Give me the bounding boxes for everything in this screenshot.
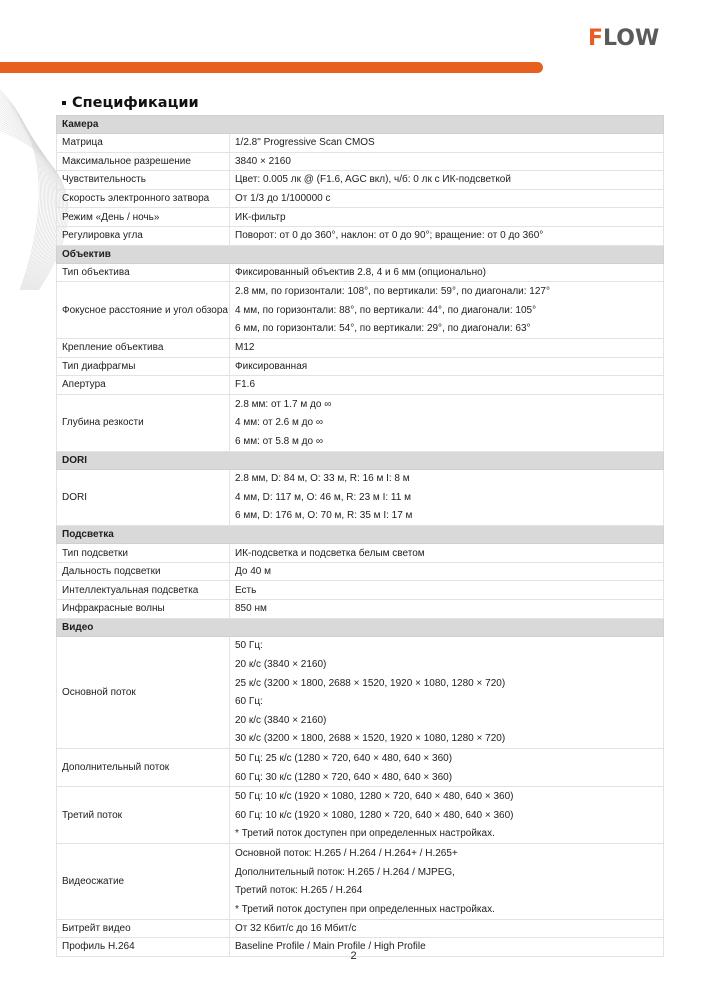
- spec-value: 2.8 мм, по горизонтали: 108°, по вертикали: 59°, по диагонали: 127°: [235, 285, 550, 297]
- spec-value: От 1/3 до 1/100000 с: [235, 193, 331, 205]
- spec-value: Поворот: от 0 до 360°, наклон: от 0 до 90°; вращение: от 0 до 360°: [235, 230, 544, 242]
- spec-value-cell: [230, 787, 664, 844]
- spec-label: Тип объектива: [57, 263, 230, 282]
- group-header: DORI: [57, 451, 664, 469]
- spec-row: [57, 134, 664, 153]
- spec-label: Максимальное разрешение: [57, 152, 230, 171]
- spec-label: Основной поток: [57, 636, 230, 749]
- spec-label: Фокусное расстояние и угол обзора: [57, 282, 230, 339]
- group-header-row: [57, 116, 664, 134]
- spec-value: 2.8 мм: от 1.7 м до ∞: [235, 398, 332, 410]
- spec-row: [57, 394, 664, 451]
- group-header-row: [57, 526, 664, 544]
- spec-value-cell: [230, 562, 664, 581]
- spec-label: Интеллектуальная подсветка: [57, 581, 230, 600]
- spec-value: 2.8 мм, D: 84 м, O: 33 м, R: 16 м I: 8 м: [235, 473, 410, 485]
- spec-label: DORI: [57, 469, 230, 526]
- spec-label: Битрейт видео: [57, 919, 230, 938]
- spec-value: M12: [235, 342, 255, 354]
- spec-label: Профиль H.264: [57, 938, 230, 957]
- page-number: 2: [350, 950, 357, 962]
- spec-value: 6 мм, по горизонтали: 54°, по вертикали: 29°, по диагонали: 63°: [235, 323, 531, 335]
- spec-value: До 40 м: [235, 566, 272, 578]
- spec-label: Третий поток: [57, 787, 230, 844]
- spec-row: [57, 376, 664, 395]
- group-header: Видео: [57, 618, 664, 636]
- spec-value-cell: [230, 376, 664, 395]
- spec-value: От 32 Кбит/с до 16 Мбит/с: [235, 922, 357, 934]
- group-header-row: [57, 618, 664, 636]
- logo-accent: F: [588, 25, 604, 51]
- spec-value: 60 Гц: 10 к/с (1920 × 1080, 1280 × 720, 640 × 480, 640 × 360): [235, 809, 514, 821]
- spec-label: Тип подсветки: [57, 544, 230, 563]
- spec-value: 1/2.8" Progressive Scan CMOS: [235, 137, 375, 149]
- spec-value: Дополнительный поток: H.265 / H.264 / MJPEG,: [235, 866, 455, 878]
- spec-row: [57, 357, 664, 376]
- spec-value-cell: [230, 581, 664, 600]
- spec-row: [57, 581, 664, 600]
- logo-text: LOW: [603, 25, 660, 51]
- spec-label: Крепление объектива: [57, 338, 230, 357]
- spec-label: Скорость электронного затвора: [57, 189, 230, 208]
- group-header-row: [57, 451, 664, 469]
- spec-value: 4 мм, по горизонтали: 88°, по вертикали: 44°, по диагонали: 105°: [235, 304, 537, 316]
- spec-row: [57, 919, 664, 938]
- spec-row: [57, 562, 664, 581]
- spec-value: 50 Гц: 25 к/с (1280 × 720, 640 × 480, 640 × 360): [235, 753, 453, 765]
- spec-label: Регулировка угла: [57, 226, 230, 245]
- spec-row: [57, 787, 664, 844]
- group-header-row: [57, 245, 664, 263]
- spec-row: [57, 282, 664, 339]
- spec-row: [57, 189, 664, 208]
- spec-row: [57, 338, 664, 357]
- spec-value-cell: [230, 338, 664, 357]
- spec-row: [57, 600, 664, 619]
- spec-value-cell: [230, 226, 664, 245]
- spec-value-cell: [230, 282, 664, 339]
- spec-value: 50 Гц:: [235, 640, 263, 652]
- spec-value: 20 к/с (3840 × 2160): [235, 659, 327, 671]
- spec-row: [57, 544, 664, 563]
- spec-value: ИК-подсветка и подсветка белым светом: [235, 547, 425, 559]
- spec-label: Видеосжатие: [57, 844, 230, 919]
- spec-value-cell: [230, 749, 664, 787]
- spec-value-cell: [230, 208, 664, 227]
- section-title: [62, 95, 199, 111]
- spec-label: Апертура: [57, 376, 230, 395]
- spec-value: Есть: [235, 584, 257, 596]
- group-header: Подсветка: [57, 526, 664, 544]
- spec-value: Baseline Profile / Main Profile / High Profile: [235, 941, 426, 953]
- spec-value: 3840 × 2160: [235, 155, 291, 167]
- spec-value-cell: [230, 469, 664, 526]
- brand-logo: [588, 26, 659, 50]
- spec-value: 850 нм: [235, 603, 267, 615]
- spec-value: ИК-фильтр: [235, 211, 286, 223]
- spec-value: * Третий поток доступен при определенных настройках.: [235, 903, 495, 915]
- spec-value-cell: [230, 171, 664, 190]
- spec-label: Глубина резкости: [57, 394, 230, 451]
- spec-value-cell: [230, 263, 664, 282]
- spec-value: 4 мм, D: 117 м, O: 46 м, R: 23 м I: 11 м: [235, 491, 411, 503]
- spec-value-cell: [230, 357, 664, 376]
- spec-value: 50 Гц: 10 к/с (1920 × 1080, 1280 × 720, 640 × 480, 640 × 360): [235, 791, 514, 803]
- spec-label: Чувствительность: [57, 171, 230, 190]
- spec-value: Третий поток: H.265 / H.264: [235, 885, 363, 897]
- spec-value: 6 мм: от 5.8 м до ∞: [235, 435, 323, 447]
- spec-label: Режим «День / ночь»: [57, 208, 230, 227]
- spec-value: 60 Гц: 30 к/с (1280 × 720, 640 × 480, 640 × 360): [235, 771, 453, 783]
- spec-value-cell: [230, 844, 664, 919]
- spec-value-cell: [230, 544, 664, 563]
- spec-row: [57, 171, 664, 190]
- deco-line: [0, 111, 58, 290]
- spec-label: Дальность подсветки: [57, 562, 230, 581]
- spec-value-cell: [230, 919, 664, 938]
- deco-line: [0, 113, 60, 290]
- spec-label: Дополнительный поток: [57, 749, 230, 787]
- spec-value: F1.6: [235, 379, 256, 391]
- spec-value: 4 мм: от 2.6 м до ∞: [235, 417, 323, 429]
- spec-row: [57, 208, 664, 227]
- spec-table: [56, 115, 664, 957]
- spec-value-cell: [230, 394, 664, 451]
- bullet-icon: [62, 101, 66, 105]
- spec-value: 25 к/с (3200 × 1800, 2688 × 1520, 1920 × 1080, 1280 × 720): [235, 677, 506, 689]
- spec-value-cell: [230, 134, 664, 153]
- header-accent-bar: [0, 62, 543, 73]
- spec-row: [57, 749, 664, 787]
- spec-value: 6 мм, D: 176 м, O: 70 м, R: 35 м I: 17 м: [235, 510, 413, 522]
- spec-value: Цвет: 0.005 лк @ (F1.6, AGC вкл), ч/б: 0 лк с ИК-подсветкой: [235, 174, 511, 186]
- group-header: Объектив: [57, 245, 664, 263]
- section-title-text: Спецификации: [72, 95, 199, 111]
- spec-value: 20 к/с (3840 × 2160): [235, 714, 327, 726]
- spec-value: 30 к/с (3200 × 1800, 2688 × 1520, 1920 × 1080, 1280 × 720): [235, 733, 506, 745]
- spec-value: Фиксированный объектив 2.8, 4 и 6 мм (опционально): [235, 266, 487, 278]
- spec-value-cell: [230, 152, 664, 171]
- spec-label: Инфракрасные волны: [57, 600, 230, 619]
- spec-row: [57, 226, 664, 245]
- spec-label: Матрица: [57, 134, 230, 153]
- spec-value: 60 Гц:: [235, 696, 263, 708]
- spec-value: Основной поток: H.265 / H.264 / H.264+ / H.265+: [235, 847, 458, 859]
- spec-row: [57, 469, 664, 526]
- spec-value-cell: [230, 189, 664, 208]
- spec-row: [57, 263, 664, 282]
- spec-value-cell: [230, 600, 664, 619]
- spec-row: [57, 152, 664, 171]
- group-header: Камера: [57, 116, 664, 134]
- spec-value: Фиксированная: [235, 360, 308, 372]
- spec-value-cell: [230, 636, 664, 749]
- spec-row: [57, 636, 664, 749]
- spec-label: Тип диафрагмы: [57, 357, 230, 376]
- spec-value: * Третий поток доступен при определенных настройках.: [235, 828, 495, 840]
- spec-row: [57, 844, 664, 919]
